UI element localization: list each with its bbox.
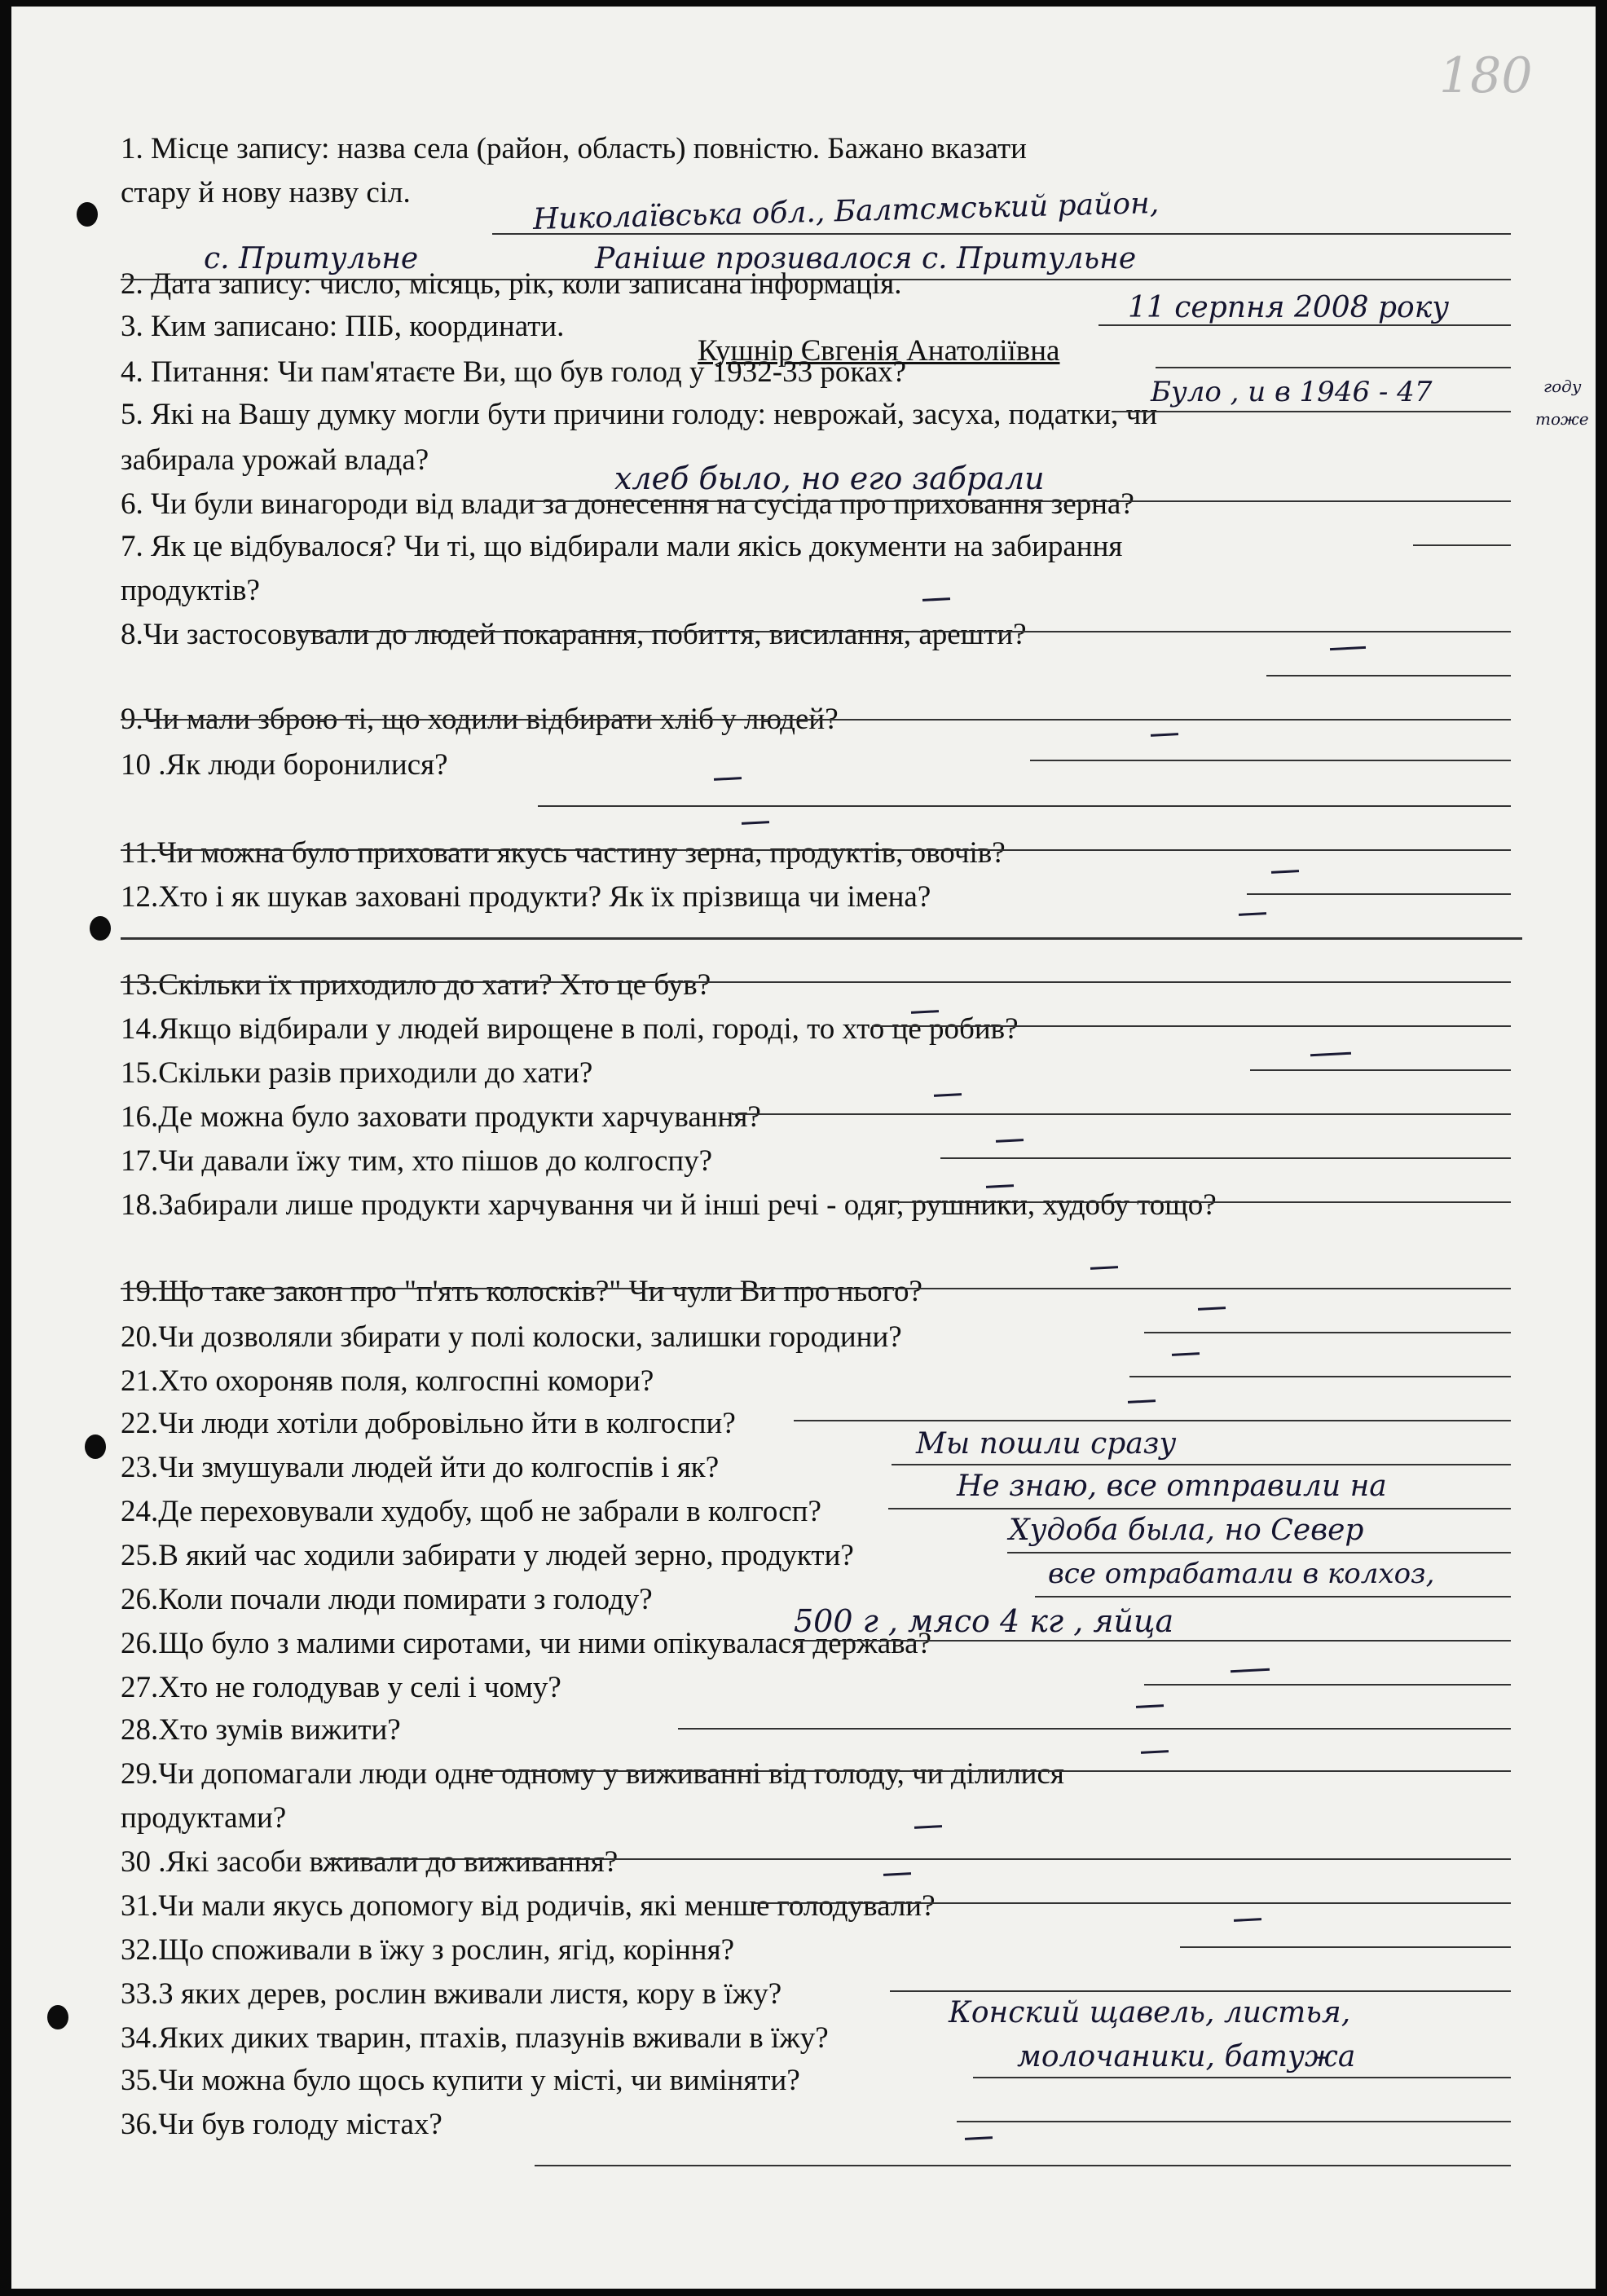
question-text: 17.Чи давали їжу тим, хто пішов до колгоспу? (121, 1144, 713, 1178)
punch-hole (77, 202, 98, 227)
question-text: 28.Хто зумів вижити? (121, 1713, 401, 1747)
answer-line (753, 1902, 1511, 1904)
handwritten-dash (1151, 733, 1178, 737)
punch-hole (47, 2005, 68, 2029)
handwritten-answer-2: 11 серпня 2008 року (1128, 291, 1450, 324)
question-text: 29.Чи допомагали люди одне одному у виживанні від голоду, чи ділилися (121, 1757, 1064, 1791)
question-text: забирала урожай влада? (121, 443, 429, 477)
question-text: 20.Чи дозволяли збирати у полі колоски, залишки городини? (121, 1320, 902, 1354)
handwritten-answer-4-margin: тоже (1535, 409, 1589, 429)
answer-line (890, 1990, 1511, 1992)
question-text: 34.Яких диких тварин, птахів, плазунів вживали в їжу? (121, 2021, 829, 2055)
question-text: 8.Чи застосовували до людей покарання, побиття, висилання, арешти? (121, 618, 1027, 651)
handwritten-dash (1310, 1052, 1351, 1057)
answer-line (973, 2077, 1511, 2078)
answer-line (121, 279, 1511, 280)
punch-hole (85, 1434, 106, 1459)
question-text: 16.Де можна було заховати продукти харчування? (121, 1100, 761, 1134)
question-text: продуктами? (121, 1801, 287, 1835)
question-text: 18.Забирали лише продукти харчування чи й інші речі - одяг, рушники, худобу тощо? (121, 1188, 1217, 1222)
question-text: 23.Чи змушували людей йти до колгоспів і як? (121, 1451, 720, 1484)
handwritten-dash (1234, 1918, 1261, 1922)
question-text: 25.В який час ходили забирати у людей зерно, продукти? (121, 1539, 854, 1572)
handwritten-answer-26: 500 г , мясо 4 кг , яйца (794, 1603, 1174, 1639)
question-text: 3. Ким записано: ПІБ, координати. (121, 310, 565, 343)
answer-line (535, 2165, 1511, 2166)
question-text: 6. Чи були винагороди від влади за донесення на сусіда про приховання зерна? (121, 487, 1134, 521)
answer-line (872, 1025, 1511, 1027)
handwritten-dash (1330, 646, 1366, 650)
question-text: 31.Чи мали якусь допомогу від родичів, які менше голодували? (121, 1889, 936, 1923)
question-text: 1. Місце запису: назва села (район, область) повністю. Бажано вказати (121, 132, 1027, 165)
answer-line (538, 805, 1511, 807)
handwritten-dash (1128, 1399, 1156, 1404)
answer-line (121, 937, 1522, 940)
question-text: 2. Дата запису: число, місяць, рік, коли записана інформація. (121, 267, 902, 301)
answer-line (1180, 1946, 1511, 1948)
answer-line (121, 849, 1511, 851)
handwritten-answer-22: Мы пошли сразу (916, 1427, 1177, 1461)
question-text: 36.Чи був голоду містах? (121, 2108, 442, 2141)
handwritten-dash (1198, 1307, 1226, 1311)
question-text: 10 .Як люди боронилися? (121, 748, 448, 782)
answer-line (732, 1113, 1511, 1115)
handwritten-dash (922, 597, 950, 602)
answer-line (1413, 544, 1511, 546)
question-text: 7. Як це відбувалося? Чи ті, що відбирали мали якісь документи на забирання (121, 530, 1123, 563)
question-text: 35.Чи можна було щось купити у місті, чи виміняти? (121, 2064, 800, 2097)
answer-line (940, 1157, 1511, 1159)
question-text: 14.Якщо відбирали у людей вирощене в полі, городі, то хто це робив? (121, 1012, 1019, 1046)
answer-line (121, 1288, 1511, 1289)
handwritten-answer-1-note: Раніше прозивалося с. Притульне (595, 242, 1137, 275)
handwritten-answer-33: Конский щавель, листья, (949, 1996, 1351, 2029)
question-text: стару й нову назву сіл. (121, 176, 411, 209)
answer-line (526, 500, 1511, 502)
question-text: 12.Хто і як шукав заховані продукти? Як їх прізвища чи імена? (121, 880, 931, 914)
question-text: 19.Що таке закон про "п'ять колосків?" Чи чули Ви про нього? (121, 1275, 922, 1308)
answer-line (1266, 675, 1511, 676)
typed-answer-3: Кушнір Євгенія Анатоліївна (698, 334, 1060, 368)
answer-line (1030, 760, 1511, 761)
answer-line (329, 1858, 1511, 1860)
handwritten-dash (714, 777, 742, 781)
handwritten-answer-34: молочаники, батужа (1017, 2040, 1356, 2073)
answer-line (678, 1728, 1511, 1730)
question-text: 22.Чи люди хотіли добровільно йти в колгоспи? (121, 1407, 736, 1440)
question-text: 15.Скільки разів приходили до хати? (121, 1056, 593, 1090)
handwritten-dash (965, 2136, 993, 2140)
answer-line (1129, 1376, 1511, 1377)
document-page (11, 7, 1596, 2289)
answer-line (888, 1508, 1511, 1509)
handwritten-answer-25: все отрабатали в колхоз, (1048, 1558, 1435, 1590)
answer-line (1144, 1684, 1511, 1686)
question-text: 9.Чи мали зброю ті, що ходили відбирати хліб у людей? (121, 703, 839, 736)
answer-line (892, 1464, 1511, 1465)
handwritten-dash (934, 1093, 962, 1097)
question-text: 24.Де переховували худобу, щоб не забрали в колгосп? (121, 1495, 821, 1528)
question-text: 26.Що було з малими сиротами, чи ними опікувалася держава? (121, 1627, 931, 1660)
question-text: продуктів? (121, 574, 260, 607)
answer-line (957, 2121, 1511, 2122)
question-text: 33.З яких дерев, рослин вживали листя, кору в їжу? (121, 1977, 782, 2011)
question-text: 32.Що споживали в їжу з рослин, ягід, коріння? (121, 1933, 735, 1967)
handwritten-answer-1-village: с. Притульне (204, 242, 419, 275)
question-text: 11.Чи можна було приховати якусь частину зерна, продуктів, овочів? (121, 836, 1006, 870)
question-text: 5. Які на Вашу думку могли бути причини голоду: неврожай, засуха, податки, чи (121, 398, 1158, 431)
answer-line (1007, 1552, 1511, 1553)
handwritten-answer-24: Худоба была, но Север (1009, 1514, 1364, 1547)
handwritten-dash (1141, 1750, 1169, 1754)
handwritten-dash (1271, 870, 1299, 874)
handwritten-answer-1-region: Николаївська обл., Балтсмський район, (532, 186, 1160, 237)
question-text: 4. Питання: Чи пам'ятаєте Ви, що був голод у 1932-33 роках? (121, 355, 907, 389)
answer-line (1035, 1596, 1511, 1598)
answer-line (1250, 1069, 1511, 1071)
question-text: 13.Скільки їх приходило до хати? Хто це був? (121, 968, 711, 1002)
answer-line (121, 981, 1511, 983)
answer-line (297, 631, 1511, 632)
handwritten-dash (996, 1139, 1024, 1143)
question-text: 21.Хто охороняв поля, колгоспні комори? (121, 1364, 654, 1398)
answer-line (794, 1420, 1511, 1421)
handwritten-dash (883, 1872, 911, 1876)
handwritten-dash (1231, 1668, 1270, 1673)
handwritten-answer-5: хлеб было, но его забрали (614, 461, 1045, 496)
answer-line (1112, 411, 1511, 412)
punch-hole (90, 916, 111, 941)
answer-line (1156, 367, 1511, 368)
handwritten-dash (1136, 1704, 1164, 1708)
page-number: 180 (1439, 47, 1533, 104)
handwritten-dash (1239, 912, 1266, 916)
answer-line (1247, 893, 1511, 895)
handwritten-dash (914, 1825, 942, 1829)
handwritten-answer-23: Не знаю, все отправили на (957, 1470, 1387, 1503)
answer-line (473, 1770, 1511, 1772)
handwritten-answer-4: Було , и в 1946 - 47 (1151, 376, 1433, 408)
answer-line (797, 1640, 1511, 1642)
question-text: 27.Хто не голодував у селі і чому? (121, 1671, 561, 1704)
answer-line (1144, 1332, 1511, 1333)
handwritten-dash (742, 821, 769, 825)
handwritten-dash (1090, 1266, 1118, 1270)
handwritten-dash (1172, 1352, 1200, 1356)
question-text: 30 .Які засоби вживали до виживання? (121, 1845, 619, 1879)
answer-line (888, 1201, 1511, 1203)
answer-line (1098, 324, 1511, 326)
question-text: 26.Коли почали люди помирати з голоду? (121, 1583, 653, 1616)
answer-line (121, 719, 1511, 721)
handwritten-answer-4-margin: году (1543, 377, 1582, 396)
